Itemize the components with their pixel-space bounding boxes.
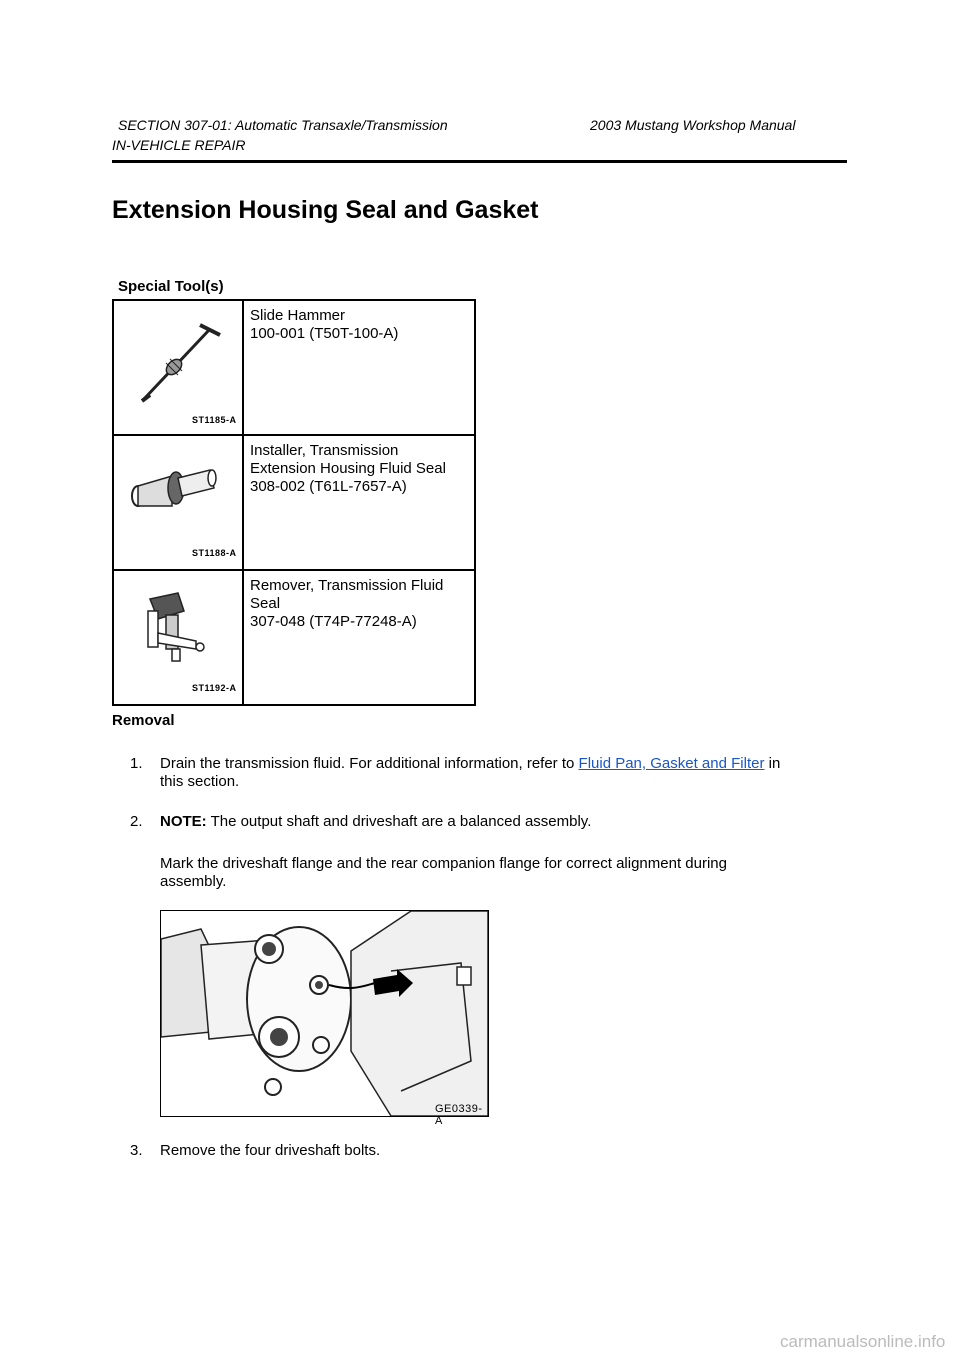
special-tools-table [112,299,476,706]
slide-hammer-icon [114,301,242,429]
tool-name-line1: Installer, Transmission [250,442,399,459]
tool-name-line2: Extension Housing Fluid Seal [250,460,446,477]
tool-row [113,570,475,705]
tool-description [243,570,475,705]
seal-installer-icon [114,436,242,564]
tool-number: 308-002 (T61L-7657-A) [250,478,407,495]
page-title: Extension Housing Seal and Gasket [112,196,539,224]
driveshaft-flange-figure [160,910,489,1127]
section-title: SECTION 307-01: Automatic Transaxle/Transmission [118,117,448,133]
subsection-title: IN-VEHICLE REPAIR [112,137,246,153]
step-number: 1. [130,755,143,772]
step-2-para-line1: Mark the driveshaft flange and the rear companion flange for correct alignment during [160,855,727,872]
tool-number: 100-001 (T50T-100-A) [250,325,399,342]
tool-name-line2: Seal [250,595,281,612]
tool-code: ST1188-A [192,548,237,558]
step-number: 2. [130,813,143,830]
seal-remover-icon [114,571,242,699]
tool-code: ST1192-A [192,683,237,693]
tool-image-cell [113,570,243,705]
driveshaft-illustration [161,911,488,1116]
fluid-pan-link[interactable]: Fluid Pan, Gasket and Filter [578,755,765,772]
step-1-text [160,755,850,773]
note-label: NOTE: [160,813,207,830]
tool-name-line1: Remover, Transmission Fluid [250,577,444,594]
note-text: The output shaft and driveshaft are a balanced assembly. [210,813,592,830]
tool-description [243,435,475,570]
tool-number: 307-048 (T74P-77248-A) [250,613,417,630]
tool-name: Slide Hammer [250,307,346,324]
tool-description [243,300,475,435]
tool-image-cell [113,300,243,435]
tool-image-cell [113,435,243,570]
figure-code: GE0339-A [435,1103,483,1127]
manual-title: 2003 Mustang Workshop Manual [590,117,796,133]
step-2-para-line2: assembly. [160,873,227,890]
special-tools-heading: Special Tool(s) [118,278,224,295]
site-watermark: carmanualsonline.info [780,1332,946,1351]
step-number: 3. [130,1142,143,1159]
step-3-text: Remove the four driveshaft bolts. [160,1142,381,1159]
tool-row [113,435,475,570]
step-text-after: in [768,755,781,772]
step-1-line2: this section. [160,773,240,790]
header-divider [112,160,847,163]
tool-code: ST1185-A [192,415,237,425]
step-text: Drain the transmission fluid. For additional information, refer to [160,755,575,772]
removal-heading: Removal [112,712,175,729]
tool-row [113,300,475,435]
step-2-note [160,813,591,831]
